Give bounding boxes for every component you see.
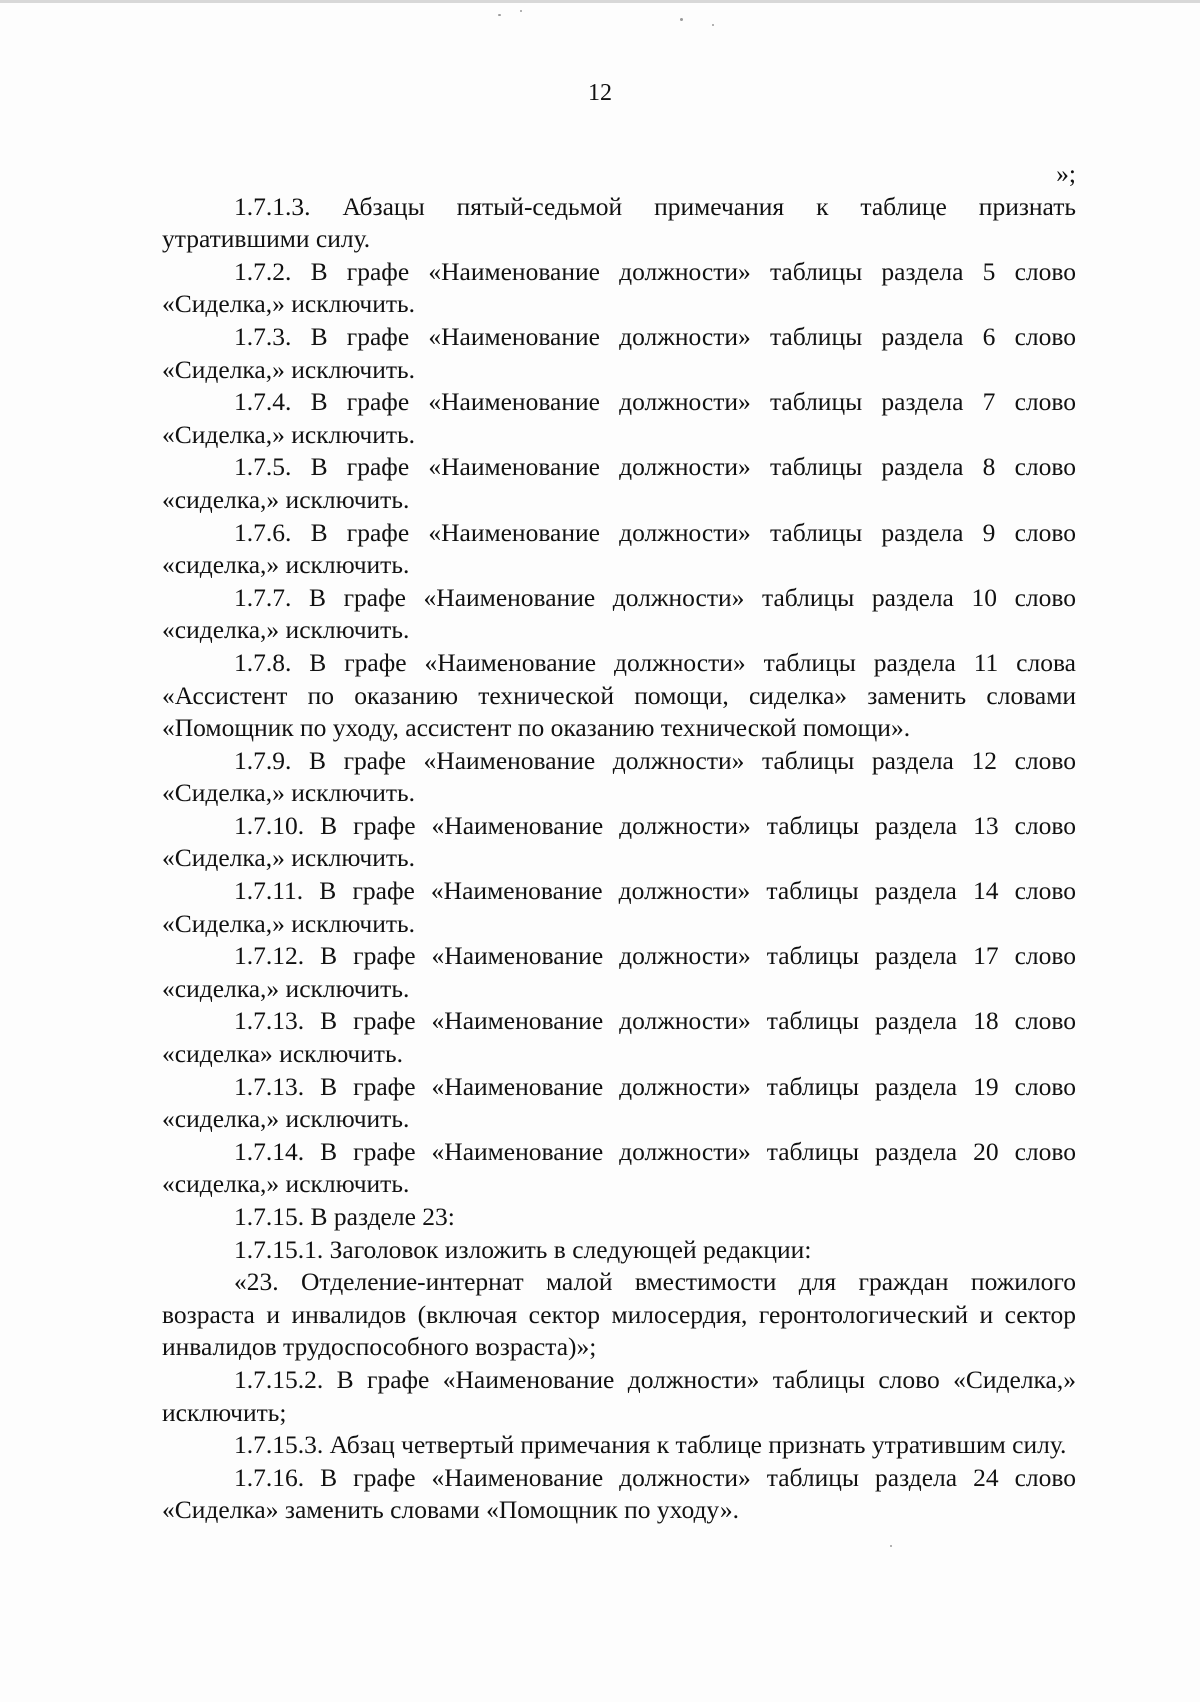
document-body <box>162 158 1076 1527</box>
paragraph: 1.7.4. В графе «Наименование должности» таблицы раздела 7 слово «Сиделка,» исключить. <box>162 387 1076 449</box>
paragraph: «23. Отделение-интернат малой вместимости для граждан пожилого возраста и инвалидов (включая сектор милосердия, геронтологический и сектор инвалидов трудоспособного возраста)»; <box>162 1267 1076 1362</box>
scan-top-edge <box>0 0 1200 3</box>
closing-quote: »; <box>1056 159 1076 188</box>
page-number: 12 <box>588 80 612 106</box>
scan-speck <box>498 14 501 16</box>
paragraph: 1.7.8. В графе «Наименование должности» таблицы раздела 11 слова «Ассистент по оказанию технической помощи, сиделка» заменить словами «Помощник по уходу, ассистент по оказанию технической помощи». <box>162 647 1076 743</box>
paragraph: 1.7.9. В графе «Наименование должности» таблицы раздела 12 слово «Сиделка,» исключить. <box>162 745 1076 808</box>
paragraph: 1.7.14. В графе «Наименование должности» таблицы раздела 20 слово «сиделка,» исключить. <box>162 1136 1076 1199</box>
scan-speck <box>520 10 522 12</box>
scan-speck <box>712 24 714 26</box>
paragraph: 1.7.15.2. В графе «Наименование должности» таблицы слово «Сиделка,» исключить; <box>162 1364 1076 1427</box>
paragraph: 1.7.13. В графе «Наименование должности» таблицы раздела 18 слово «сиделка» исключить. <box>162 1006 1076 1069</box>
paragraph: 1.7.2. В графе «Наименование должности» таблицы раздела 5 слово «Сиделка,» исключить. <box>162 256 1076 319</box>
paragraph: 1.7.15.3. Абзац четвертый примечания к таблице признать утратившим силу. <box>234 1430 1067 1460</box>
paragraph: 1.7.6. В графе «Наименование должности» таблицы раздела 9 слово «сиделка,» исключить. <box>162 517 1076 580</box>
paragraph: 1.7.15. В разделе 23: <box>234 1202 455 1231</box>
paragraph: 1.7.5. В графе «Наименование должности» таблицы раздела 8 слово «сиделка,» исключить. <box>162 452 1076 514</box>
paragraph: 1.7.16. В графе «Наименование должности» таблицы раздела 24 слово «Сиделка» заменить словами «Помощник по уходу». <box>162 1462 1076 1525</box>
paragraph: 1.7.7. В графе «Наименование должности» таблицы раздела 10 слово «сиделка,» исключить. <box>162 582 1076 645</box>
paragraph: 1.7.3. В графе «Наименование должности» таблицы раздела 6 слово «Сиделка,» исключить. <box>162 321 1076 384</box>
paragraph: 1.7.13. В графе «Наименование должности» таблицы раздела 19 слово «сиделка,» исключить. <box>162 1071 1076 1134</box>
paragraph: 1.7.12. В графе «Наименование должности» таблицы раздела 17 слово «сиделка,» исключить. <box>162 941 1076 1003</box>
paragraph: 1.7.15.1. Заголовок изложить в следующей редакции: <box>234 1234 812 1264</box>
scan-speck <box>680 18 683 21</box>
paragraph: 1.7.1.3. Абзацы пятый-седьмой примечания к таблице признать утратившими силу. <box>162 191 1076 254</box>
scan-speck <box>890 1545 892 1547</box>
paragraph: 1.7.10. В графе «Наименование должности» таблицы раздела 13 слово «Сиделка,» исключить. <box>162 810 1076 873</box>
paragraph: 1.7.11. В графе «Наименование должности» таблицы раздела 14 слово «Сиделка,» исключить. <box>162 876 1076 938</box>
